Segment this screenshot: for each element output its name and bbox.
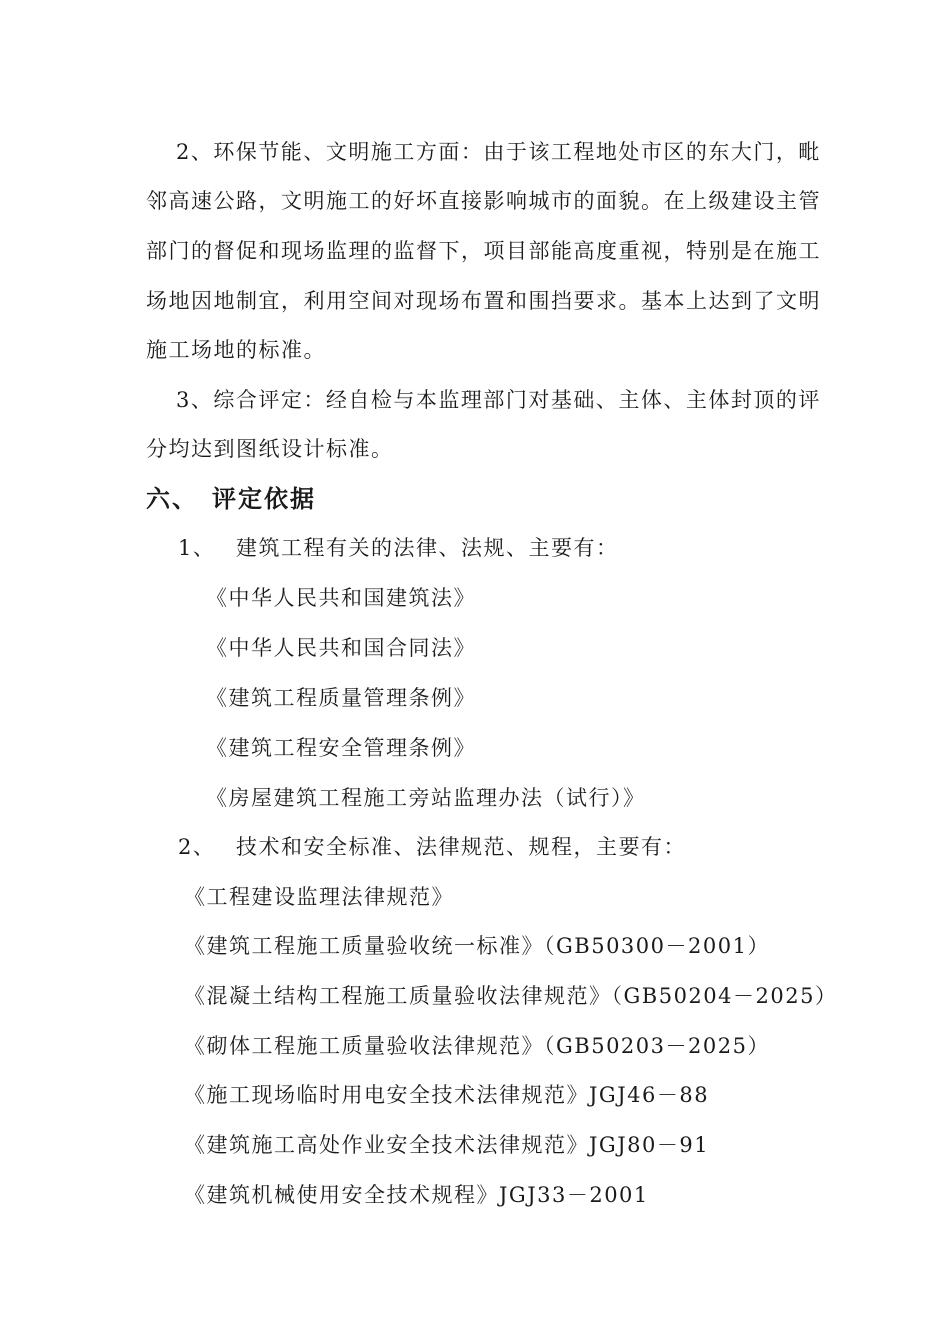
law-item: 《建筑工程安全管理条例》	[206, 736, 476, 760]
standard-item: 《建筑工程施工质量验收统一标准》（GB50300－2001）	[184, 934, 770, 958]
paragraph-line: 2、环保节能、文明施工方面：由于该工程地处市区的东大门，毗	[176, 140, 821, 164]
law-item: 《建筑工程质量管理条例》	[206, 686, 476, 710]
standard-item: 《建筑机械使用安全技术规程》JGJ33－2001	[184, 1183, 649, 1207]
law-item: 《中华人民共和国合同法》	[206, 636, 476, 660]
section-heading	[146, 482, 316, 516]
paragraph-line: 施工场地的标准。	[146, 338, 326, 362]
item-number: 1、	[178, 536, 216, 560]
standard-item: 《工程建设监理法律规范》	[184, 885, 454, 909]
paragraph-line: 部门的督促和现场监理的监督下，项目部能高度重视，特别是在施工	[146, 239, 821, 263]
standard-item: 《混凝土结构工程施工质量验收法律规范》（GB50204－2025）	[184, 984, 838, 1008]
section-number: 六、	[146, 484, 198, 513]
section-title: 评定依据	[212, 484, 316, 513]
item-text: 建筑工程有关的法律、法规、主要有：	[236, 536, 619, 560]
paragraph-line: 邻高速公路，文明施工的好坏直接影响城市的面貌。在上级建设主管	[146, 189, 821, 213]
paragraph-line: 3、综合评定：经自检与本监理部门对基础、主体、主体封顶的评	[176, 388, 821, 412]
list-item-heading	[178, 533, 619, 563]
item-number: 2、	[178, 835, 216, 859]
item-text: 技术和安全标准、法律规范、规程，主要有：	[236, 835, 686, 859]
standard-item: 《施工现场临时用电安全技术法律规范》JGJ46－88	[184, 1083, 710, 1107]
standard-item: 《砌体工程施工质量验收法律规范》（GB50203－2025）	[184, 1034, 770, 1058]
paragraph-line: 分均达到图纸设计标准。	[146, 437, 394, 461]
standard-item: 《建筑施工高处作业安全技术法律规范》JGJ80－91	[184, 1133, 710, 1157]
law-item: 《中华人民共和国建筑法》	[206, 586, 476, 610]
paragraph-line: 场地因地制宜，利用空间对现场布置和围挡要求。基本上达到了文明	[146, 289, 821, 313]
law-item: 《房屋建筑工程施工旁站监理办法（试行）》	[206, 786, 646, 810]
list-item-heading	[178, 832, 686, 862]
